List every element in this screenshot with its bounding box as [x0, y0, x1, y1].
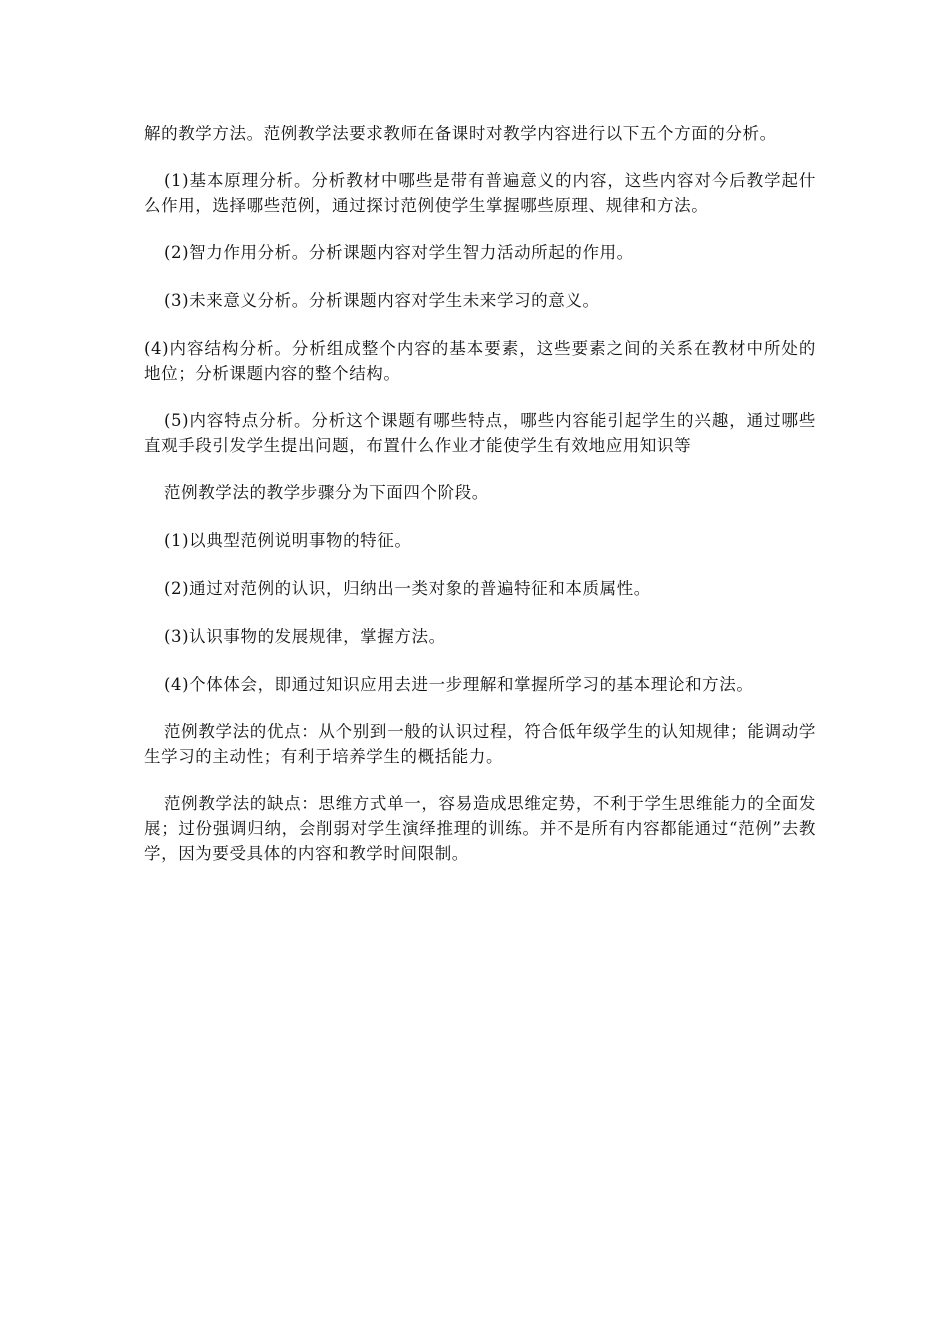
paragraph-step-4: (4)个体体会，即通过知识应用去进一步理解和掌握所学习的基本理论和方法。	[164, 675, 754, 694]
paragraph-content-features: (5)内容特点分析。分析这个课题有哪些特点，哪些内容能引起学生的兴趣，通过哪些直观手段引发学生提出问题，布置什么作业才能使学生有效地应用知识等	[144, 411, 816, 455]
paragraph-intelligence: (2)智力作用分析。分析课题内容对学生智力活动所起的作用。	[164, 243, 634, 262]
paragraph-disadvantages: 范例教学法的缺点：思维方式单一，容易造成思维定势，不利于学生思维能力的全面发展；过份强调归纳，会削弱对学生演绎推理的训练。并不是所有内容都能通过“范例”去教学，因为要受具体的内容和教学时间限制。	[144, 794, 816, 863]
paragraph-future-meaning: (3)未来意义分析。分析课题内容对学生未来学习的意义。	[164, 291, 600, 310]
document-body	[144, 121, 816, 866]
paragraph-basic-principle: (1)基本原理分析。分析教材中哪些是带有普遍意义的内容，这些内容对今后教学起什么作用，选择哪些范例，通过探讨范例使学生掌握哪些原理、规律和方法。	[144, 171, 816, 215]
paragraph-content-structure: (4)内容结构分析。分析组成整个内容的基本要素，这些要素之间的关系在教材中所处的地位；分析课题内容的整个结构。	[144, 339, 816, 383]
paragraph-intro: 解的教学方法。范例教学法要求教师在备课时对教学内容进行以下五个方面的分析。	[144, 124, 777, 143]
paragraph-step-1: (1)以典型范例说明事物的特征。	[164, 531, 412, 550]
paragraph-steps-intro: 范例教学法的教学步骤分为下面四个阶段。	[164, 483, 489, 502]
paragraph-step-3: (3)认识事物的发展规律，掌握方法。	[164, 627, 446, 646]
paragraph-step-2: (2)通过对范例的认识，归纳出一类对象的普遍特征和本质属性。	[164, 579, 651, 598]
paragraph-advantages: 范例教学法的优点：从个别到一般的认识过程，符合低年级学生的认知规律；能调动学生学习的主动性；有利于培养学生的概括能力。	[144, 722, 816, 766]
